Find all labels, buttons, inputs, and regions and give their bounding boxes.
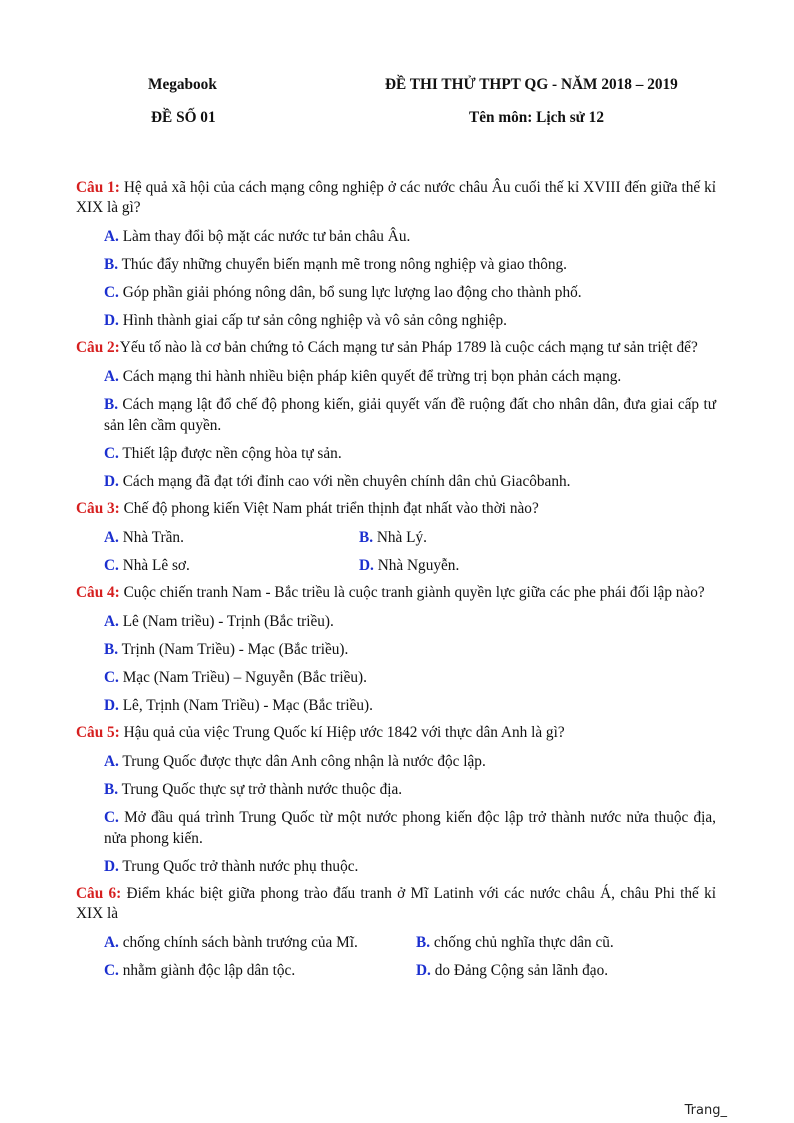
option-text: nhằm giành độc lập dân tộc. (118, 962, 296, 979)
option-4a (104, 611, 716, 632)
option-row-6cd (104, 960, 716, 981)
option-text: Hình thành giai cấp tư sản công nghiệp và vô sản công nghiệp. (118, 312, 507, 329)
option-3c (104, 555, 359, 576)
option-2b (104, 394, 716, 436)
option-letter: D. (104, 473, 119, 490)
option-text: Nhà Nguyễn. (373, 557, 460, 574)
option-4b (104, 639, 716, 660)
option-letter: B. (104, 256, 119, 273)
option-text: Lê (Nam triều) - Trịnh (Bắc triều). (118, 613, 334, 630)
question-2 (76, 338, 716, 358)
question-text: Điểm khác biệt giữa phong trào đấu tranh ở Mĩ Latinh với các nước châu Á, châu Phi thế kỉ XIX là (76, 885, 716, 922)
exam-title: ĐỀ THI THỬ THPT QG - NĂM 2018 – 2019 (385, 76, 678, 93)
option-5c (104, 807, 716, 849)
option-text: Lê, Trịnh (Nam Triều) - Mạc (Bắc triều). (118, 697, 373, 714)
option-text: Mở đầu quá trình Trung Quốc từ một nước phong kiến độc lập trở thành nước nửa thuộc địa, nửa phong kiến. (104, 809, 716, 847)
option-letter: A. (104, 934, 119, 951)
option-3a (104, 527, 359, 548)
option-text: Trung Quốc được thực dân Anh công nhận là nước độc lập. (118, 753, 486, 770)
option-1d (104, 310, 716, 331)
option-letter: D. (104, 697, 119, 714)
exam-number: ĐỀ SỐ 01 (151, 109, 216, 126)
option-letter: C. (104, 284, 119, 301)
question-label: Câu 4: (76, 584, 120, 601)
option-6d (416, 960, 608, 981)
option-row-6ab (104, 932, 716, 953)
option-1c (104, 282, 716, 303)
option-letter: D. (104, 858, 119, 875)
option-row-3ab (104, 527, 716, 548)
option-text: Nhà Lý. (373, 529, 427, 546)
option-letter: C. (104, 557, 119, 574)
question-text: Hậu quả của việc Trung Quốc kí Hiệp ước 1842 với thực dân Anh là gì? (119, 724, 565, 741)
option-6b (416, 932, 614, 953)
option-text: Góp phần giải phóng nông dân, bổ sung lực lượng lao động cho thành phố. (118, 284, 582, 301)
question-list (76, 178, 716, 988)
option-6c (104, 960, 416, 981)
option-1a (104, 226, 716, 247)
option-3b (359, 527, 427, 548)
option-letter: B. (104, 396, 119, 413)
option-letter: B. (104, 641, 119, 658)
option-text: do Đảng Cộng sản lãnh đạo. (430, 962, 609, 979)
option-text: Trịnh (Nam Triều) - Mạc (Bắc triều). (118, 641, 349, 658)
option-letter: D. (104, 312, 119, 329)
option-text: Mạc (Nam Triều) – Nguyễn (Bắc triều). (118, 669, 367, 686)
question-4 (76, 583, 716, 603)
subject-name: Tên môn: Lịch sử 12 (469, 109, 604, 126)
option-2a (104, 366, 716, 387)
question-text: Yếu tố nào là cơ bản chứng tỏ Cách mạng tư sản Pháp 1789 là cuộc cách mạng tư sản triệt để? (119, 339, 698, 356)
option-5d (104, 856, 716, 877)
option-letter: C. (104, 809, 119, 826)
question-label: Câu 5: (76, 724, 120, 741)
option-2c (104, 443, 716, 464)
option-letter: B. (416, 934, 431, 951)
publisher-name: Megabook (148, 76, 217, 93)
option-text: Trung Quốc trở thành nước phụ thuộc. (118, 858, 359, 875)
option-letter: D. (416, 962, 431, 979)
option-6a (104, 932, 416, 953)
question-label: Câu 6: (76, 885, 122, 902)
question-5 (76, 723, 716, 743)
option-letter: B. (359, 529, 374, 546)
option-text: Nhà Trần. (118, 529, 184, 546)
option-text: Cách mạng lật đổ chế độ phong kiến, giải quyết vấn đề ruộng đất cho nhân dân, đưa giai cấp tư sản lên cầm quyền. (104, 396, 716, 434)
option-text: Trung Quốc thực sự trở thành nước thuộc địa. (118, 781, 403, 798)
option-letter: A. (104, 368, 119, 385)
option-text: chống chính sách bành trướng của Mĩ. (118, 934, 358, 951)
question-3 (76, 499, 716, 519)
option-letter: C. (104, 445, 119, 462)
option-text: Làm thay đổi bộ mặt các nước tư bản châu Âu. (118, 228, 411, 245)
option-letter: C. (104, 669, 119, 686)
question-label: Câu 3: (76, 500, 120, 517)
option-row-3cd (104, 555, 716, 576)
option-text: Thúc đẩy những chuyển biến mạnh mẽ trong nông nghiệp và giao thông. (118, 256, 568, 273)
option-letter: C. (104, 962, 119, 979)
option-text: chống chủ nghĩa thực dân cũ. (430, 934, 614, 951)
option-text: Cách mạng thi hành nhiều biện pháp kiên quyết để trừng trị bọn phản cách mạng. (118, 368, 622, 385)
question-label: Câu 2: (76, 339, 120, 356)
question-text: Hệ quả xã hội của cách mạng công nghiệp ở các nước châu Âu cuối thế kỉ XVIII đến giữa thế kỉ XIX là gì? (76, 179, 716, 216)
question-1 (76, 178, 716, 218)
question-6 (76, 884, 716, 924)
option-letter: A. (104, 228, 119, 245)
option-text: Nhà Lê sơ. (118, 557, 190, 574)
option-letter: D. (359, 557, 374, 574)
option-letter: A. (104, 613, 119, 630)
option-5b (104, 779, 716, 800)
option-letter: A. (104, 753, 119, 770)
question-text: Cuộc chiến tranh Nam - Bắc triều là cuộc tranh giành quyền lực giữa các phe phái đối lập nào? (119, 584, 705, 601)
option-4c (104, 667, 716, 688)
option-letter: A. (104, 529, 119, 546)
question-label: Câu 1: (76, 179, 120, 196)
option-text: Cách mạng đã đạt tới đỉnh cao với nền chuyên chính dân chủ Giacôbanh. (118, 473, 571, 490)
option-1b (104, 254, 716, 275)
option-text: Thiết lập được nền cộng hòa tự sản. (118, 445, 342, 462)
option-3d (359, 555, 459, 576)
question-text: Chế độ phong kiến Việt Nam phát triển thịnh đạt nhất vào thời nào? (119, 500, 539, 517)
page-number-label: Trang_ (684, 1103, 727, 1118)
option-4d (104, 695, 716, 716)
option-letter: B. (104, 781, 119, 798)
option-5a (104, 751, 716, 772)
option-2d (104, 471, 716, 492)
